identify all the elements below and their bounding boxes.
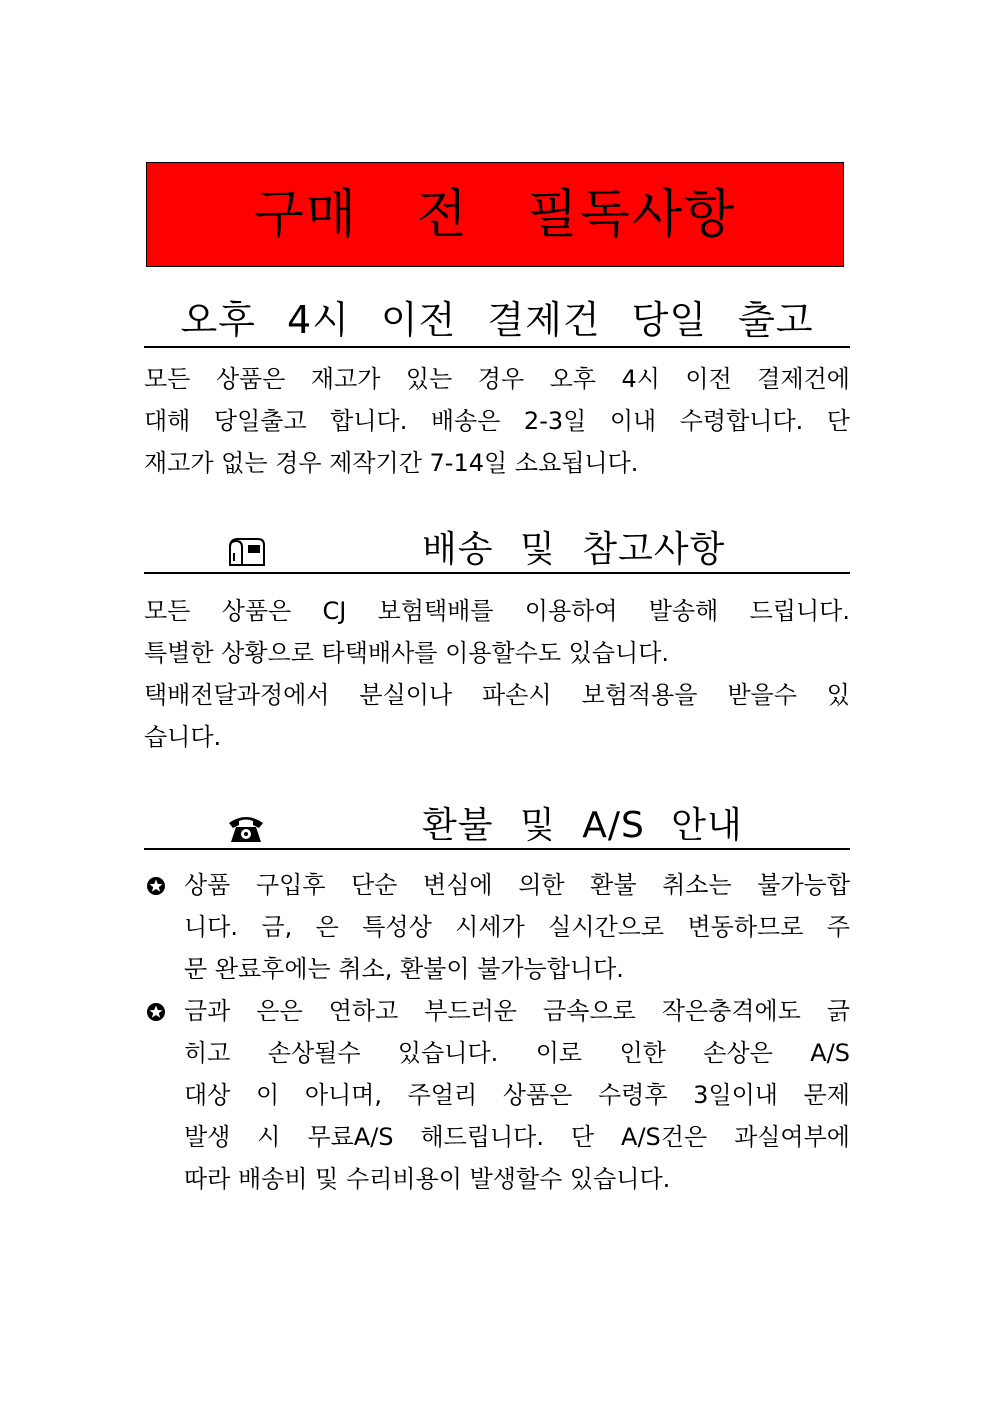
title-banner: [146, 162, 844, 267]
paragraph-line: 특별한 상황으로 타택배사를 이용할수도 있습니다.: [144, 639, 670, 667]
page-title: 구매 전 필독사항: [253, 184, 737, 245]
same-day-shipping-paragraph: [144, 358, 850, 484]
paragraph-line: 대해 당일출고 합니다. 배송은 2-3일 이내 수령합니다. 단: [144, 407, 850, 435]
section-heading-text: 배송 및 참고사항: [422, 529, 726, 570]
paragraph-line: 모든 상품은 재고가 있는 경우 오후 4시 이전 결제건에: [144, 365, 850, 393]
list-item: [144, 990, 850, 1200]
section-heading-same-day-shipping: [144, 296, 850, 348]
list-item-line: 히고 손상될수 있습니다. 이로 인한 손상은 A/S: [184, 1039, 850, 1067]
list-item-line: 따라 배송비 및 수리비용이 발생할수 있습니다.: [184, 1165, 671, 1193]
list-item-line: 상품 구입후 단순 변심에 의한 환불 취소는 불가능합: [184, 871, 850, 899]
section-heading-refund-as: [144, 803, 850, 850]
mailbox-icon: [226, 535, 266, 569]
paragraph-line: 습니다.: [144, 723, 222, 751]
list-item-line: 발생 시 무료A/S 해드립니다. 단 A/S건은 과실여부에: [184, 1123, 850, 1151]
paragraph-line: 택배전달과정에서 분실이나 파손시 보험적용을 받을수 있: [144, 681, 850, 709]
refund-as-list: [144, 864, 850, 1200]
paragraph-line: 재고가 없는 경우 제작기간 7-14일 소요됩니다.: [144, 449, 639, 477]
list-item: [144, 864, 850, 990]
star-circle-icon: [146, 1002, 166, 1022]
section-heading-shipping-notes: [144, 527, 850, 574]
section-heading-text: 오후 4시 이전 결제건 당일 출고: [180, 298, 814, 342]
telephone-icon: [226, 811, 266, 845]
list-item-line: 대상 이 아니며, 주얼리 상품은 수령후 3일이내 문제: [184, 1081, 850, 1109]
shipping-notes-paragraph: [144, 590, 850, 758]
list-item-line: 니다. 금, 은 특성상 시세가 실시간으로 변동하므로 주: [184, 913, 850, 941]
list-item-line: 문 완료후에는 취소, 환불이 불가능합니다.: [184, 955, 624, 983]
section-heading-text: 환불 및 A/S 안내: [422, 805, 743, 846]
paragraph-line: 모든 상품은 CJ 보험택배를 이용하여 발송해 드립니다.: [144, 597, 850, 625]
list-item-line: 금과 은은 연하고 부드러운 금속으로 작은충격에도 긁: [184, 997, 850, 1025]
star-circle-icon: [146, 876, 166, 896]
